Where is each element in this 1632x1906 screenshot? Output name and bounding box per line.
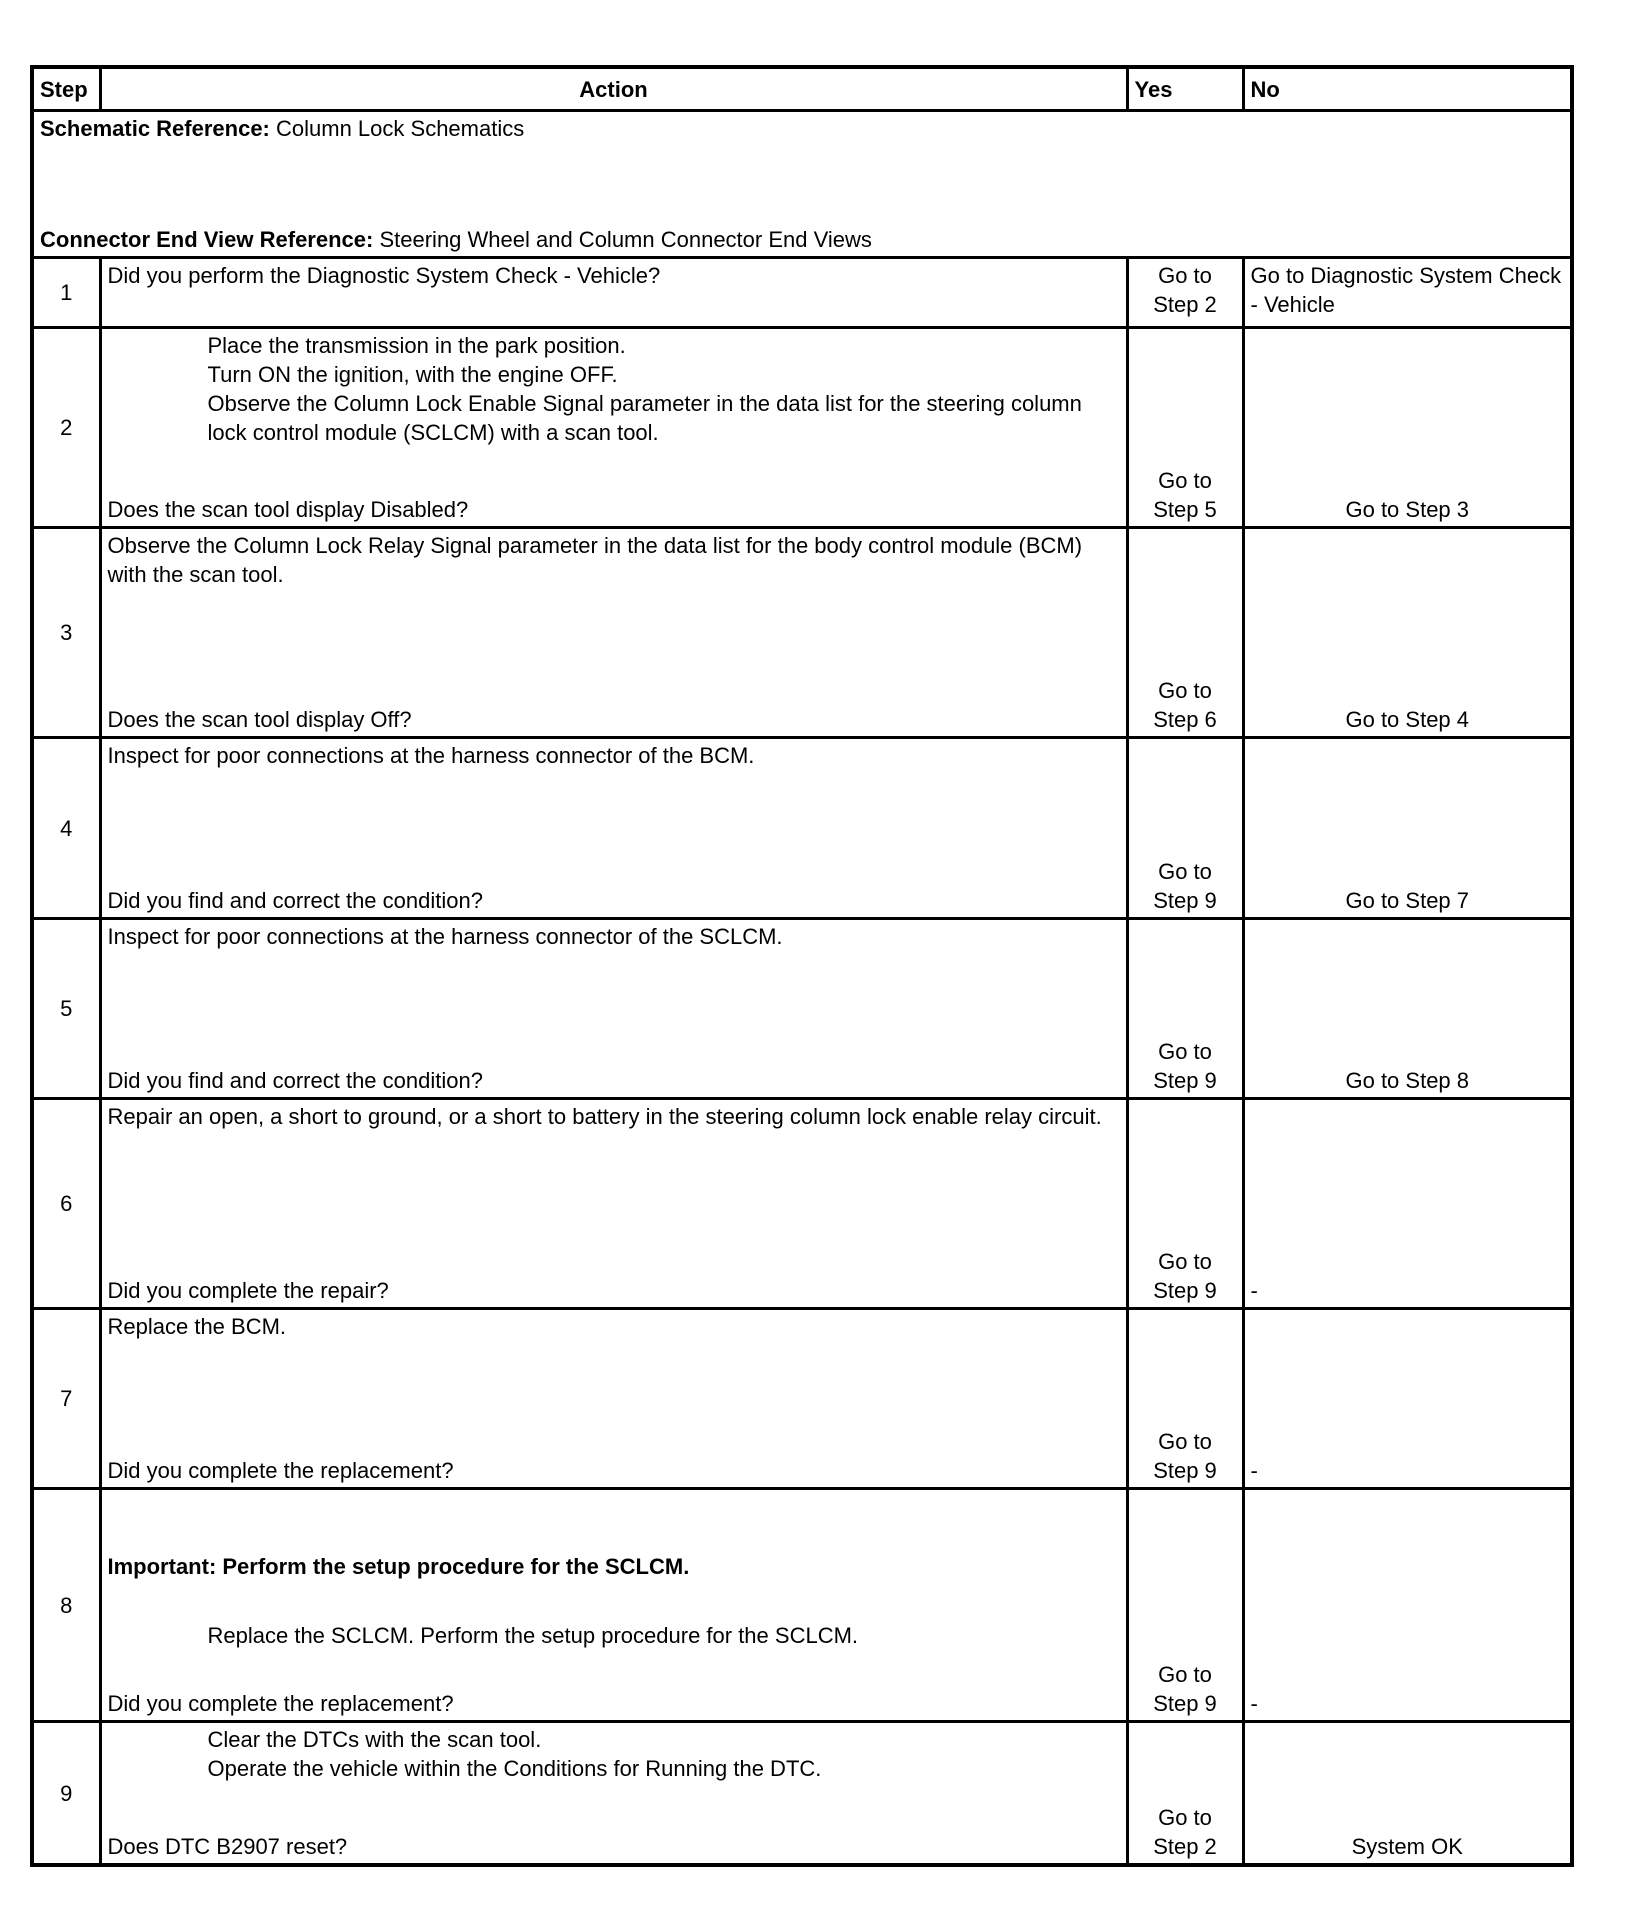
- yes-link[interactable]: Go to Step 9: [1127, 1309, 1243, 1489]
- important-text: Important: Perform the setup procedure for the SCLCM.: [107, 1554, 690, 1579]
- no-value: System OK: [1243, 1722, 1572, 1866]
- step-number: 5: [32, 919, 100, 1099]
- yes-link[interactable]: Go to Step 2: [1127, 258, 1243, 328]
- action-question: Does the scan tool display Disabled?: [107, 497, 469, 522]
- header-row: [32, 67, 1572, 111]
- no-link[interactable]: Go to Step 4: [1243, 528, 1572, 738]
- step-number: 6: [32, 1099, 100, 1309]
- action-text: Replace the BCM.: [107, 1314, 287, 1339]
- yes-link[interactable]: Go to Step 2: [1127, 1722, 1243, 1866]
- step-number: 4: [32, 738, 100, 919]
- action-text: Inspect for poor connections at the harness connector of the BCM.: [107, 743, 755, 768]
- schematic-reference: [40, 114, 1564, 143]
- instruction: Observe the Column Lock Enable Signal parameter in the data list for the steering column lock control module (SCLCM) with a scan tool.: [207, 391, 1082, 445]
- no-value: -: [1243, 1099, 1572, 1309]
- action-question: Does DTC B2907 reset?: [107, 1834, 348, 1859]
- action-text: Observe the Column Lock Relay Signal parameter in the data list for the body control module (BCM) with the scan tool.: [107, 533, 1083, 587]
- action-text: Inspect for poor connections at the harness connector of the SCLCM.: [107, 924, 783, 949]
- step-number: 9: [32, 1722, 100, 1866]
- instruction: Replace the SCLCM. Perform the setup procedure for the SCLCM.: [207, 1622, 859, 1648]
- table-row: [32, 1309, 1572, 1489]
- action-question: Does the scan tool display Off?: [107, 707, 412, 732]
- header-no: No: [1243, 67, 1572, 111]
- step-number: 1: [32, 258, 100, 328]
- instruction: Place the transmission in the park position.: [207, 333, 626, 358]
- no-link[interactable]: Go to Step 3: [1243, 328, 1572, 528]
- table-row: [32, 328, 1572, 528]
- no-link[interactable]: Go to Step 8: [1243, 919, 1572, 1099]
- table-row: [32, 1489, 1572, 1722]
- no-link[interactable]: Go to Diagnostic System Check - Vehicle: [1243, 258, 1572, 328]
- action-question: Did you complete the repair?: [107, 1278, 389, 1303]
- table-row: [32, 528, 1572, 738]
- yes-link[interactable]: Go to Step 6: [1127, 528, 1243, 738]
- step-number: 2: [32, 328, 100, 528]
- yes-link[interactable]: Go to Step 9: [1127, 919, 1243, 1099]
- instruction: Operate the vehicle within the Conditions for Running the DTC.: [207, 1756, 822, 1781]
- action-question: Did you find and correct the condition?: [107, 1068, 483, 1093]
- header-step: Step: [32, 67, 100, 111]
- step-number: 3: [32, 528, 100, 738]
- schematic-link[interactable]: Column Lock Schematics: [276, 116, 525, 141]
- no-value: -: [1243, 1309, 1572, 1489]
- instruction: Turn ON the ignition, with the engine OFF.: [207, 362, 618, 387]
- header-yes: Yes: [1127, 67, 1243, 111]
- action-instructions: [108, 331, 1120, 447]
- step-number: 7: [32, 1309, 100, 1489]
- yes-link[interactable]: Go to Step 5: [1127, 328, 1243, 528]
- table-row: [32, 1722, 1572, 1866]
- step-number: 8: [32, 1489, 100, 1722]
- yes-link[interactable]: Go to Step 9: [1127, 738, 1243, 919]
- action-question: Did you complete the replacement?: [107, 1458, 454, 1483]
- table-row: [32, 738, 1572, 919]
- table-row: [32, 919, 1572, 1099]
- no-value: -: [1243, 1489, 1572, 1722]
- important-note: [108, 1552, 1120, 1581]
- reference-row: [32, 111, 1572, 258]
- connector-link[interactable]: Steering Wheel and Column Connector End Views: [379, 227, 872, 252]
- no-link[interactable]: Go to Step 7: [1243, 738, 1572, 919]
- diagnostic-table: [30, 65, 1574, 1867]
- action-instructions: [108, 1725, 1120, 1783]
- schematic-label: Schematic Reference:: [40, 116, 270, 141]
- header-action: Action: [100, 67, 1127, 111]
- connector-reference: [40, 225, 1564, 254]
- action-question: Did you find and correct the condition?: [107, 888, 483, 913]
- action-question: Did you complete the replacement?: [107, 1691, 454, 1716]
- action-question: Did you perform the Diagnostic System Check - Vehicle?: [100, 258, 1127, 328]
- action-text: Repair an open, a short to ground, or a short to battery in the steering column lock enable relay circuit.: [107, 1104, 1102, 1129]
- table-row: [32, 1099, 1572, 1309]
- table-row: [32, 258, 1572, 328]
- yes-link[interactable]: Go to Step 9: [1127, 1489, 1243, 1722]
- yes-link[interactable]: Go to Step 9: [1127, 1099, 1243, 1309]
- instruction: Clear the DTCs with the scan tool.: [207, 1727, 542, 1752]
- connector-label: Connector End View Reference:: [40, 227, 374, 252]
